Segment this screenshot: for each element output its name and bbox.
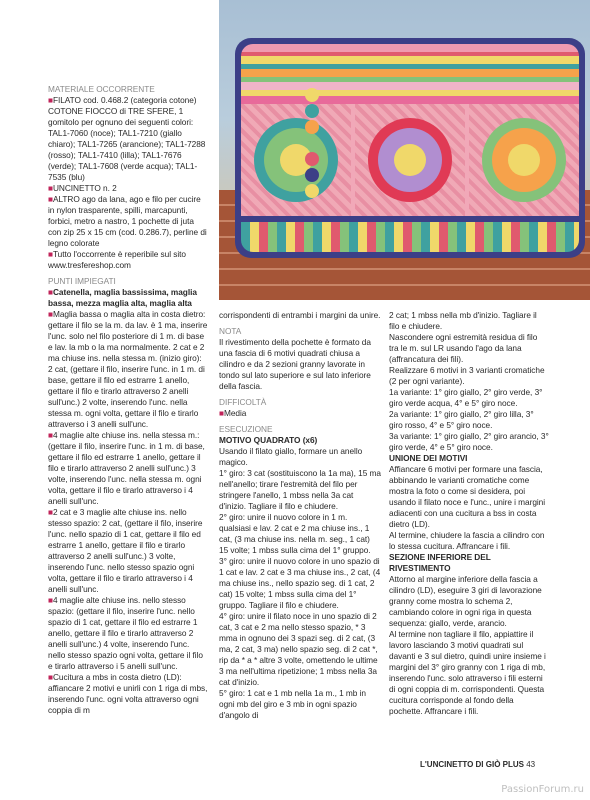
bullet-square-icon: ■: [48, 287, 53, 297]
text-paragraph: Realizzare 6 motivi in 3 varianti cromatiche (2 per ogni variante).: [389, 365, 545, 386]
section-heading: NOTA: [219, 326, 242, 336]
text-paragraph: Attorno al margine inferiore della fascia a cilindro (LD), eseguire 3 giri di lavorazione granny come mostra lo schema 2, cambiando colore in ogni riga in questa sequenza: giallo, verde, arancio.: [389, 574, 542, 628]
bullet-square-icon: ■: [48, 194, 53, 204]
motif-square: [241, 104, 351, 216]
text-paragraph: ■2 cat e 3 maglie alte chiuse ins. nello stesso spazio: 2 cat, (gettare il filo, inserire l'unc. nello spazio di 1 cat, gettare il filo ed estrarre 1 anello, gettare il filo e tirarlo attraverso 2 anelli sull'unc.) 3 volte, inserendo l'unc. nello stesso spazio ogni volta, gettare il filo e tirarlo attraverso i 4 anelli sull'unc.: [48, 507, 203, 594]
text-paragraph: UNIONE DEI MOTIVI: [389, 453, 468, 463]
page-number: 43: [526, 760, 536, 769]
bullet-square-icon: ■: [48, 183, 53, 193]
text-paragraph: ■Media: [219, 408, 247, 418]
page-footer: [420, 760, 535, 769]
text-paragraph: 5° giro: 1 cat e 1 mb nella 1a m., 1 mb in ogni mb del giro e 3 mb in ogni spazio d'angolo di: [219, 688, 366, 720]
text-paragraph: ■Tutto l'occorrente è reperibile sul sito www.tresfereshop.com: [48, 249, 186, 270]
text-paragraph: ■UNCINETTO n. 2: [48, 183, 117, 193]
text-paragraph: 3a variante: 1° giro giallo, 2° giro arancio, 3° giro verde, 4° e 5° giro noce.: [389, 431, 549, 452]
section-heading: ESECUZIONE: [219, 424, 273, 434]
text-paragraph: Al termine non tagliare il filo, appiattire il lavoro lasciando 3 motivi quadrati sul davanti e 3 sul dietro, quindi unire insieme i margini del 3° giro granny con 1 riga di mb, inserendo l'unc. solo attraverso i fili esterni di ogni coppia di m. corrispondenti. Questa cucitura corrisponde al fondo della pochette. Affrancare i fili.: [389, 629, 546, 716]
text-paragraph: corrispondenti di entrambi i margini da unire.: [219, 310, 381, 320]
text-paragraph: Il rivestimento della pochette è formato da una fascia di 6 motivi quadrati chiusa a cilindro e da 2 sezioni granny lavorate in tondo sul lato superiore e sul lato inferiore della fascia.: [219, 337, 371, 391]
granny-rows-bottom: [241, 222, 579, 252]
section-heading: PUNTI IMPIEGATI: [48, 276, 116, 286]
text-paragraph: 4° giro: unire il filato noce in uno spazio di 2 cat, 3 cat e 2 ma nello stesso spazio, * 3 mma in ognuno dei 3 spazi seg. di 2 cat, (3 ma, 2 cat, 3 ma) nello spazio seg. di 2 cat *, rip da * a * altre 3 volte, omettendo le ultime 3 ma nell'ultima ripetizione; 1 mbss nella 3a cat d'inizio.: [219, 611, 378, 687]
text-paragraph: ■4 maglie alte chiuse ins. nello stesso spazio: (gettare il filo, inserire l'unc. nello spazio di 1 cat, gettare il filo ed estrarre 1 anello, gettare il filo e tirarlo attraverso 2 anelli sull'unc.) 4 volte, inserendo l'unc. nello stesso spazio ogni volta, gettare il filo e tirarlo attraverso i 5 anelli sull'unc.: [48, 595, 203, 671]
text-paragraph: 2 cat; 1 mbss nella mb d'inizio. Tagliare il filo e chiudere.: [389, 310, 537, 331]
column-materials: [48, 84, 208, 716]
text-paragraph: ■4 maglie alte chiuse ins. nella stessa m.: (gettare il filo, inserire l'unc. in 1 m. di base, gettare il filo ed estrarre 1 anello, gettare il filo e tirarlo attraverso 2 anelli sull'unc.) 3 volte, inserendo l'unc. nella stessa m. ogni volta, gettare il filo e tirarlo attraverso i 4 anelli sull'unc.: [48, 430, 205, 506]
text-paragraph: 2° giro: unire il nuovo colore in 1 m. qualsiasi e lav. 2 cat e 2 ma chiuse ins., 1 cat, (3 ma chiuse ins. nella m. seg., 1 cat) 15 volte; 1 mbss sulla cima del 1° gruppo.: [219, 512, 371, 555]
crochet-pouch: [235, 38, 585, 258]
text-paragraph: Affiancare 6 motivi per formare una fascia, abbinando le varianti cromatiche come mostra la foto o come si desidera, poi usando il filato noce e l'unc., unire i margini adiacenti con una cucitura a bss in costa dietro (LD).: [389, 464, 546, 529]
motif-band: [241, 104, 579, 216]
text-paragraph: 1a variante: 1° giro giallo, 2° giro verde, 3° giro verde acqua, 4° e 5° giro noce.: [389, 387, 543, 408]
text-paragraph: ■Maglia bassa o maglia alta in costa dietro: gettare il filo se la m. da lav. è 1 ma, inserire l'unc. solo nel filo posteriore di 1 m. di base e lav. la mb o la ma normalmente. 2 cat e 2 ma chiuse ins. nella stessa m. (inizio giro): 2 cat, (gettare il filo, inserire l'unc. in 1 m. di base, gettare il filo ed estrarre 1 anello, gettare il filo e tirarlo attraverso 2 anelli sull'unc.) 2 volte, inserendo l'unc. nella stessa m. ogni volta, gettare il filo e tirarlo attraverso i 3 anelli sull'unc.: [48, 309, 208, 429]
column-assembly: [389, 310, 549, 717]
bead-tassel: [305, 78, 319, 218]
text-paragraph: SEZIONE INFERIORE DEL RIVESTIMENTO: [389, 552, 491, 573]
section-heading: DIFFICOLTÀ: [219, 397, 267, 407]
magazine-title: L'UNCINETTO DI GIÒ PLUS: [420, 760, 524, 769]
pouch-photo: [219, 0, 590, 300]
text-paragraph: Usando il filato giallo, formare un anello magico.: [219, 446, 363, 467]
bullet-square-icon: ■: [48, 95, 53, 105]
motif-square: [355, 104, 465, 216]
bullet-square-icon: ■: [48, 507, 53, 517]
section-heading: MATERIALE OCCORRENTE: [48, 84, 155, 94]
column-instructions: [219, 310, 381, 721]
text-paragraph: Al termine, chiudere la fascia a cilindro con lo stessa cucitura. Affrancare i fili.: [389, 530, 545, 551]
granny-rows-top: [241, 44, 579, 104]
text-paragraph: Nascondere ogni estremità residua di filo tra le m. sul LR usando l'ago da lana (affrancatura dei fili).: [389, 332, 538, 364]
text-paragraph: ■Catenella, maglia bassissima, maglia bassa, mezza maglia alta, maglia alta: [48, 287, 197, 308]
text-paragraph: ■FILATO cod. 0.468.2 (categoria cotone) COTONE FIOCCO di TRE SFERE, 1 gomitolo per ognuno dei seguenti colori: TAL1-7060 (noce); TAL1-7210 (giallo chiaro); TAL1-7265 (arancione); TAL1-7288 (rosso); TAL1-7410 (lilla); TAL1-7676 (verde); TAL1-7608 (verde acqua); TAL1-7535 (blu): [48, 95, 206, 182]
text-paragraph: 1° giro: 3 cat (sostituiscono la 1a ma), 15 ma nell'anello; tirare l'estremità del filo per stringere l'anello, 1 mbss nella 3a cat d'inizio. Tagliare il filo e chiudere.: [219, 468, 381, 511]
text-paragraph: 3° giro: unire il nuovo colore in uno spazio di 1 cat e lav. 2 cat e 3 ma chiuse ins., 2 cat, (4 ma chiuse ins., nello spazio seg. di 1 cat, 2 cat) 15 volte; 1 mbss sulla cima del 1° gruppo. Tagliare il filo e chiudere.: [219, 556, 381, 610]
watermark: PassionForum.ru: [501, 784, 584, 795]
text-paragraph: MOTIVO QUADRATO (x6): [219, 435, 318, 445]
text-paragraph: 2a variante: 1° giro giallo, 2° giro lilla, 3° giro rosso, 4° e 5° giro noce.: [389, 409, 534, 430]
motif-square: [469, 104, 579, 216]
bullet-square-icon: ■: [48, 672, 53, 682]
text-paragraph: ■Cucitura a mbs in costa dietro (LD): affiancare 2 motivi e unirli con 1 riga di mbs, inserendo l'unc. ogni volta attraverso ogni coppia di m: [48, 672, 208, 715]
text-paragraph: ■ALTRO ago da lana, ago e filo per cucire in nylon trasparente, spilli, marcapunti, forbici, metro a nastro, 1 pochette di juta con zip 25 x 15 cm (cod. 0.286.7), perline di legno colorate: [48, 194, 207, 248]
bullet-square-icon: ■: [48, 249, 53, 259]
bullet-square-icon: ■: [48, 430, 53, 440]
bullet-square-icon: ■: [48, 595, 53, 605]
bullet-square-icon: ■: [48, 309, 53, 319]
bullet-square-icon: ■: [219, 408, 224, 418]
